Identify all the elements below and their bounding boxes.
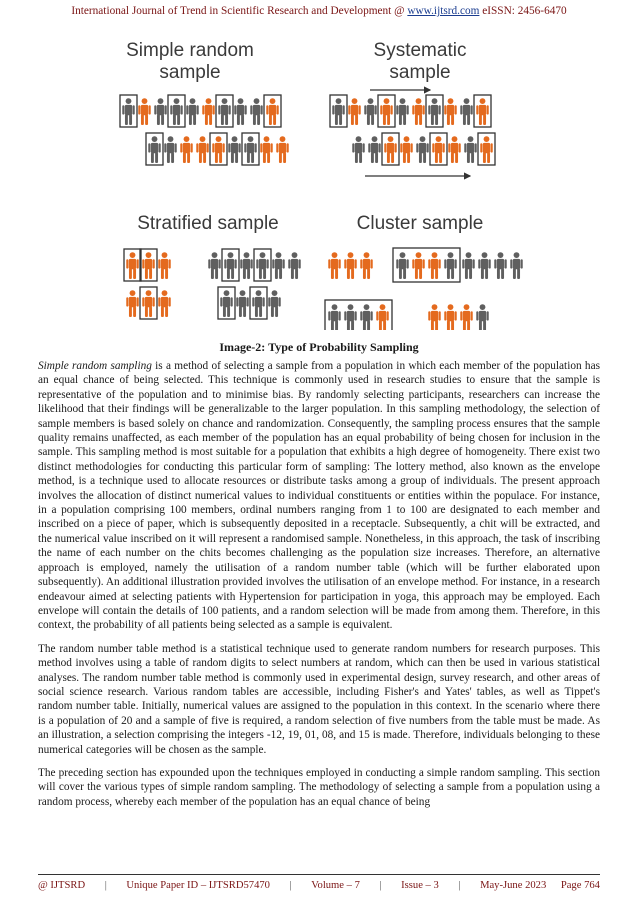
simple-random-person (266, 98, 278, 125)
systematic-person (428, 98, 440, 125)
cluster-person (444, 252, 456, 279)
stratified-person (220, 290, 232, 317)
stratified-person (208, 252, 220, 279)
systematic-person (400, 136, 412, 163)
cluster-person (396, 252, 408, 279)
sampling-types-figure (100, 30, 540, 330)
stratified-person (240, 252, 252, 279)
systematic-person (460, 98, 472, 125)
simple-random-person (180, 136, 192, 163)
cluster-person (360, 252, 372, 279)
simple-random-person (122, 98, 134, 125)
panel-title-cluster: Cluster sample (356, 213, 484, 234)
stratified-person (252, 290, 264, 317)
simple-random-person (186, 98, 198, 125)
cluster-person (412, 252, 424, 279)
cluster-person (476, 304, 488, 330)
journal-link[interactable]: www.ijtsrd.com (407, 5, 480, 17)
stratified-person (142, 290, 154, 317)
systematic-person (476, 98, 488, 125)
simple-random-person (218, 98, 230, 125)
cluster-person (462, 252, 474, 279)
systematic-person (396, 98, 408, 125)
simple-random-person (212, 136, 224, 163)
cluster-person (360, 304, 372, 330)
systematic-person (348, 98, 360, 125)
stratified-person (256, 252, 268, 279)
footer-page: Page 764 (560, 880, 600, 891)
simple-random-person (164, 136, 176, 163)
cluster-person (428, 252, 440, 279)
cluster-person (344, 304, 356, 330)
stratified-person (158, 252, 170, 279)
simple-random-person (244, 136, 256, 163)
paragraph-types-of-simple-random: The preceding section has expounded upon the techniques employed in conducting a simple random sampling. This section will cover the various types of simple random sampling. The methodology of selecting a sample from a population using a random process, whereby each member of the population has an equal chance of being (38, 766, 600, 808)
simple-random-person (260, 136, 272, 163)
stratified-person (272, 252, 284, 279)
footer-journal: @ IJTSRD (38, 880, 86, 891)
simple-random-person (154, 98, 166, 125)
simple-random-person (228, 136, 240, 163)
cluster-person (328, 304, 340, 330)
cluster-person (344, 252, 356, 279)
simple-random-person (234, 98, 246, 125)
stratified-person (126, 252, 138, 279)
stratified-person (158, 290, 170, 317)
header-issn: eISSN: 2456-6470 (479, 5, 567, 17)
simple-random-person (138, 98, 150, 125)
footer-paper-id: Unique Paper ID – IJTSRD57470 (126, 880, 270, 891)
stratified-person (236, 290, 248, 317)
paragraph-simple-random-sampling: Simple random sampling is a method of selecting a sample from a population in which each member of the population has an equal chance of being selected. This technique is commonly used in research studies to ensure that the sample is representative of the population and to minimise bias. By randomly selecting participants, researchers can increase the likelihood that their findings will be generalizable to the larger population. In this sampling methodology, the selection of sample members is based solely on chance and randomization. Consequently, the sampling process ensures that the sample quality remains unaffected, as each member of the population has an equal probability of being chosen for inclusion in the sample. This sampling method is most suitable for a population that exhibits a high degree of homogeneity. There exist two distinct methodologies for conducting this particular form of sampling: The lottery method, also known as the envelope method, is a technique used to allocate resources or distribute tasks among a group of individuals. The present approach involves the allocation of distinct numerical values to individual constituents or entities within the populace. For instance, in a population comprising 100 members, ordinal numbers ranging from 1 to 100 are designated to each member and inscribed on a piece of paper, which is subsequently deposited in a receptacle. Subsequently, a chit will be extracted, and the numerical value inscribed on it will represent a randomised sample. Nonetheless, in this approach, the task of inscribing the name of each number on the chits becomes challenging as the population size increases. Therefore, an alternative approach is employed, namely the utilisation of a random number table (which will be further elaborated upon subsequently). An additional illustration provided involves the utilisation of an envelope method. For instance, in a research endeavour aimed at selecting patients with Hypertension for participation in yoga, this approach may be employed. Each envelope will contain the details of 100 patients, and a random selection will be made from among them. Therefore, in this context, the probability of all patients being selected as a sample is equivalent. (38, 360, 600, 632)
cluster-person (510, 252, 522, 279)
cluster-person (428, 304, 440, 330)
footer-issue: Issue – 3 (401, 880, 439, 891)
systematic-person (384, 136, 396, 163)
people-illustration (100, 30, 540, 330)
panel-title-systematic: Systematic sample (373, 40, 467, 83)
systematic-person (448, 136, 460, 163)
stratified-person (224, 252, 236, 279)
systematic-person (464, 136, 476, 163)
running-header (0, 5, 638, 17)
footer-date: May-June 2023 (480, 880, 547, 891)
cluster-person (376, 304, 388, 330)
stratified-person (142, 252, 154, 279)
footer-divider (38, 874, 600, 875)
simple-random-person (250, 98, 262, 125)
systematic-person (416, 136, 428, 163)
stratified-person (268, 290, 280, 317)
cluster-person (494, 252, 506, 279)
cluster-person (478, 252, 490, 279)
simple-random-person (202, 98, 214, 125)
systematic-person (368, 136, 380, 163)
systematic-person (480, 136, 492, 163)
systematic-person (412, 98, 424, 125)
systematic-person (380, 98, 392, 125)
systematic-person (352, 136, 364, 163)
stratified-person (126, 290, 138, 317)
figure-caption: Image-2: Type of Probability Sampling (219, 340, 419, 354)
article-body (38, 359, 600, 818)
paragraph-random-number-table: The random number table method is a statistical technique used to generate random numbers for research purposes. This method involves using a table of random digits to select numbers at random, which can then be used in various statistical analyses. The random number table method is commonly used in experimental design, survey research, and other areas of social science research. Various random tables are accessible, including Fisher's and Yates' tables, as well as Tippet's random number table. Initially, numerical values are assigned to the population in this context. In the scenario where there is a population of 20 and a sample of five is required, a random selection of five numbers from the table must be made. As an illustration, a selection comprising the integers -12, 19, 01, 08, and 15 is made. Therefore, individuals belonging to these numerical categories will be chosen as the sample. (38, 642, 600, 756)
panel-title-simple-random: Simple random sample (126, 40, 254, 83)
term-simple-random-sampling: Simple random sampling (38, 360, 152, 372)
simple-random-person (196, 136, 208, 163)
panel-title-stratified: Stratified sample (137, 213, 279, 234)
cluster-person (328, 252, 340, 279)
simple-random-person (276, 136, 288, 163)
systematic-person (364, 98, 376, 125)
simple-random-person (170, 98, 182, 125)
header-text: International Journal of Trend in Scientific Research and Development @ (71, 5, 408, 17)
simple-random-person (148, 136, 160, 163)
footer-volume: Volume – 7 (311, 880, 360, 891)
systematic-person (432, 136, 444, 163)
cluster-person (460, 304, 472, 330)
cluster-person (444, 304, 456, 330)
systematic-person (444, 98, 456, 125)
systematic-person (332, 98, 344, 125)
running-footer: @ IJTSRD | Unique Paper ID – IJTSRD57470 | Volume – 7 | Issue – 3 | May-June 2023 Page 764 (38, 880, 600, 891)
stratified-person (288, 252, 300, 279)
